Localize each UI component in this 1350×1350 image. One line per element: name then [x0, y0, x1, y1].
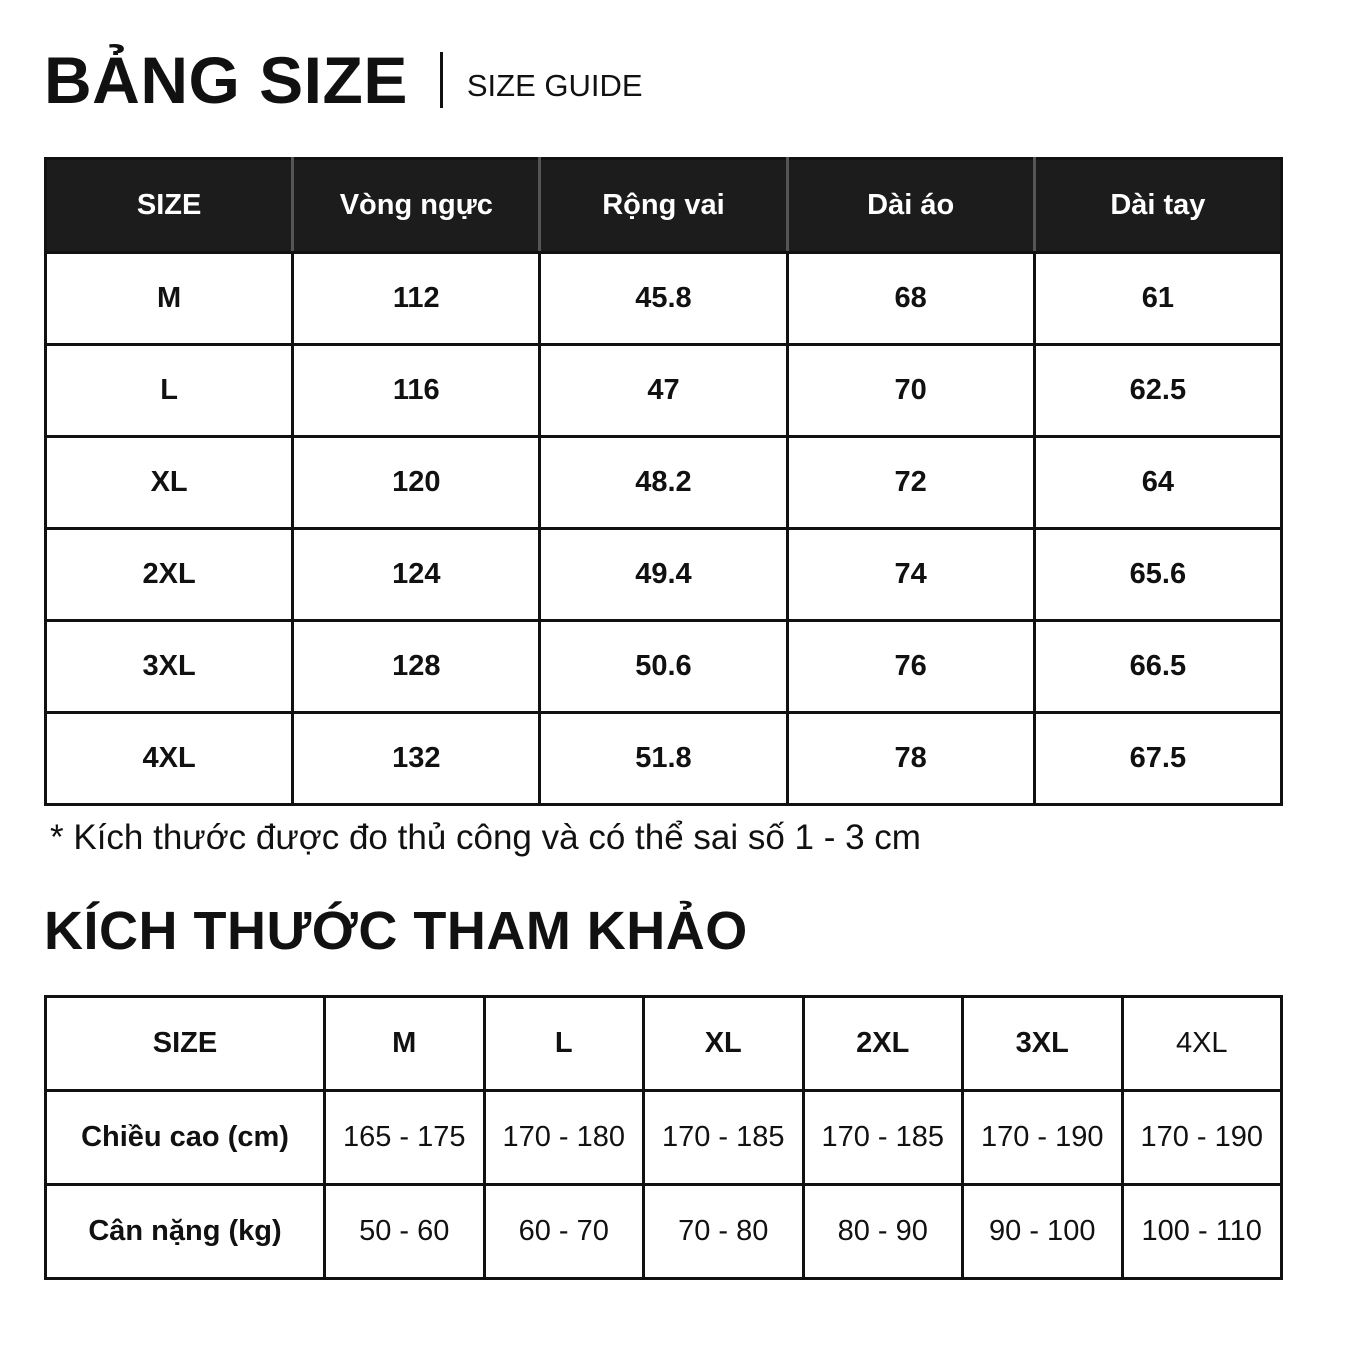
table-cell: M: [325, 997, 485, 1091]
table-cell: 65.6: [1034, 529, 1281, 621]
title-divider: [440, 52, 443, 108]
size-table: [44, 157, 1283, 806]
table-row: [46, 713, 1282, 805]
table-cell: 60 - 70: [484, 1185, 644, 1279]
table-cell: 124: [293, 529, 540, 621]
table-cell: 78: [787, 713, 1034, 805]
table-row: [46, 529, 1282, 621]
table-row: [46, 621, 1282, 713]
table-cell: 48.2: [540, 437, 787, 529]
table-cell: 50 - 60: [325, 1185, 485, 1279]
table-cell: 47: [540, 345, 787, 437]
table-cell: 49.4: [540, 529, 787, 621]
column-header: Rộng vai: [540, 159, 787, 253]
table-cell: 76: [787, 621, 1034, 713]
column-header: Dài áo: [787, 159, 1034, 253]
table-cell: 74: [787, 529, 1034, 621]
table-cell: 100 - 110: [1122, 1185, 1282, 1279]
table-row: [46, 253, 1282, 345]
table-cell: 170 - 185: [644, 1091, 804, 1185]
table-cell: 90 - 100: [963, 1185, 1123, 1279]
table-cell: 128: [293, 621, 540, 713]
page-title: BẢNG SIZE: [44, 43, 408, 117]
measurement-note: * Kích thước được đo thủ công và có thể sai số 1 - 3 cm: [50, 818, 921, 857]
table-cell: 45.8: [540, 253, 787, 345]
table-cell: 2XL: [803, 997, 963, 1091]
table-cell: 112: [293, 253, 540, 345]
table-cell: 170 - 185: [803, 1091, 963, 1185]
table-cell: 2XL: [46, 529, 293, 621]
table-cell: 66.5: [1034, 621, 1281, 713]
table-cell: 116: [293, 345, 540, 437]
table-cell: 170 - 190: [1122, 1091, 1282, 1185]
table-cell: 62.5: [1034, 345, 1281, 437]
table-cell: 64: [1034, 437, 1281, 529]
table-cell: 70 - 80: [644, 1185, 804, 1279]
table-cell: 68: [787, 253, 1034, 345]
table-cell: SIZE: [46, 997, 325, 1091]
table-row: [46, 437, 1282, 529]
table-cell: 3XL: [46, 621, 293, 713]
row-label: Chiều cao (cm): [46, 1091, 325, 1185]
table-cell: 170 - 180: [484, 1091, 644, 1185]
table-cell: 51.8: [540, 713, 787, 805]
table-cell: XL: [644, 997, 804, 1091]
page-subtitle: SIZE GUIDE: [466, 68, 643, 103]
table-cell: 72: [787, 437, 1034, 529]
table-cell: M: [46, 253, 293, 345]
column-header: Dài tay: [1034, 159, 1281, 253]
page-header: [44, 40, 643, 120]
table-cell: 132: [293, 713, 540, 805]
table-cell: 120: [293, 437, 540, 529]
table-cell: 80 - 90: [803, 1185, 963, 1279]
table-cell: L: [46, 345, 293, 437]
reference-header-row: [46, 997, 1282, 1091]
table-cell: 165 - 175: [325, 1091, 485, 1185]
table-cell: XL: [46, 437, 293, 529]
table-cell: 4XL: [46, 713, 293, 805]
row-label: Cân nặng (kg): [46, 1185, 325, 1279]
table-cell: 61: [1034, 253, 1281, 345]
table-cell: 50.6: [540, 621, 787, 713]
table-cell: 170 - 190: [963, 1091, 1123, 1185]
size-table-header-row: [46, 159, 1282, 253]
reference-table: [44, 995, 1283, 1280]
table-row: [46, 345, 1282, 437]
table-row: [46, 1185, 1282, 1279]
table-cell: 70: [787, 345, 1034, 437]
reference-section-title: KÍCH THƯỚC THAM KHẢO: [44, 901, 748, 961]
table-cell: L: [484, 997, 644, 1091]
table-cell: 3XL: [963, 997, 1123, 1091]
column-header: Vòng ngực: [293, 159, 540, 253]
table-row: [46, 1091, 1282, 1185]
table-cell: 67.5: [1034, 713, 1281, 805]
column-header: SIZE: [46, 159, 293, 253]
table-cell: 4XL: [1122, 997, 1282, 1091]
